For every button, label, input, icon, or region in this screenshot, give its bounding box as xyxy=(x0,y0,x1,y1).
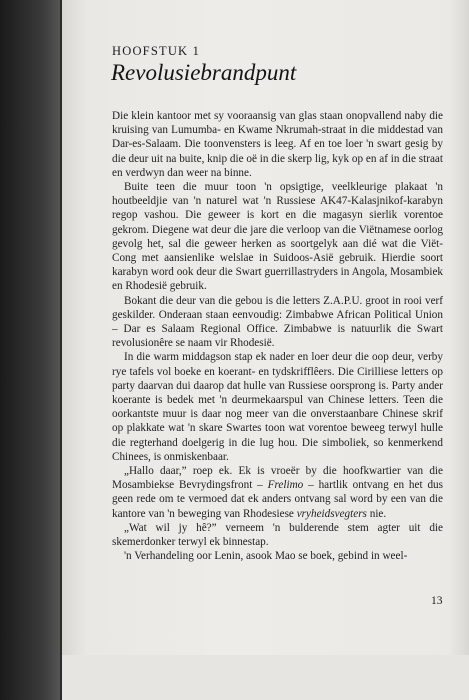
chapter-body xyxy=(112,109,443,564)
frelimo-emphasis: Frelimo xyxy=(267,479,304,492)
paragraph-5-part-1: „Hallo daar,” roep ek. Ek is vroeër by die hoofkwartier van die Mosambiekse Bevrydingsfront – xyxy=(112,465,443,492)
paragraph-4: In die warm middagson stap ek nader en loer deur die oop deur, verby rye tafels vol boeke en koerant- en tydskrifflêers. Die Cirilliese letters op party daarvan dui daarop dat hulle van Russiese oorsprong is. Party ander koerante is bedek met 'n deurmekaarspul van Chinese letters. Teen die oorkantste muur is daar nog meer van die onverstaanbare Chinese skrif op plakkate wat 'n skare Swartes toon wat vorentoe beweeg terwyl hulle die regterhand doelgerig in die lug hou. Die simboliek, so kenmerkend Chinees, is onmiskenbaar. xyxy=(112,351,443,463)
paragraph-2: Buite teen die muur toon 'n opsigtige, veelkleurige plakaat 'n houtbeeldjie van 'n naturel wat 'n Russiese AK47-Kalasjnikof-karabyn regop vashou. Die geweer is kort en die magasyn sierlik vorentoe gekrom. Diegene wat deur die jare die verloop van die Viëtnamese oorlog gevolg het, sal die geweer herken as soortgelyk aan dié wat die Viët-Cong met aansienlike welslae in Suidoos-Asië gebruik. Hierdie soort karabyn word ook deur die Swart guerrillastryders in Angola, Mosambiek en Rhodesië gebruik. xyxy=(112,181,443,293)
chapter-title: Revolusiebrandpunt xyxy=(111,60,297,85)
paragraph-7: 'n Verhandeling oor Lenin, asook Mao se boek, gebind in weel- xyxy=(124,550,408,563)
paragraph-6: „Wat wil jy hê?” verneem 'n bulderende stem agter uit die skemerdonker terwyl ek binnestap. xyxy=(112,521,443,549)
paragraph-5-part-3: nie. xyxy=(366,507,387,520)
book-spine-shadow xyxy=(0,0,60,700)
paragraph-5-part-2: – hartlik ontvang en het dus geen rede om te vermoed dat ek anders ontvang sal word by een van die kantore van 'n beweging van Rhodesiese xyxy=(112,479,443,520)
page-edge-shadow xyxy=(449,0,469,700)
book-page xyxy=(62,0,469,700)
chapter-label: HOOFSTUK 1 xyxy=(112,44,201,58)
paragraph-1: Die klein kantoor met sy vooraansig van glas staan onopvallend naby die kruising van Lumumba- en Kwame Nkrumah-straat in die middestad van Dar-es-Salaam. Die toonvensters is leeg. Af en toe loer 'n swart gesig by die deur uit na buite, knip die oë in die skerp lig, kyk op en af in die straat en verdwyn dan weer na binne. xyxy=(112,110,443,179)
paragraph-3: Bokant die deur van die gebou is die letters Z.A.P.U. groot in rooi verf geskilder. Onderaan staan eenvoudig: Zimbabwe African Political Union – Dar es Salaam Regional Office. Zimbabwe is natuurlik die Swart revolusionêre se naam vir Rhodesië. xyxy=(112,294,443,350)
paragraph-5 xyxy=(112,464,443,521)
page-bottom-margin xyxy=(62,655,469,700)
page-number: 13 xyxy=(431,595,443,607)
vryheidsvegters-emphasis: vryheidsvegters xyxy=(296,507,367,520)
